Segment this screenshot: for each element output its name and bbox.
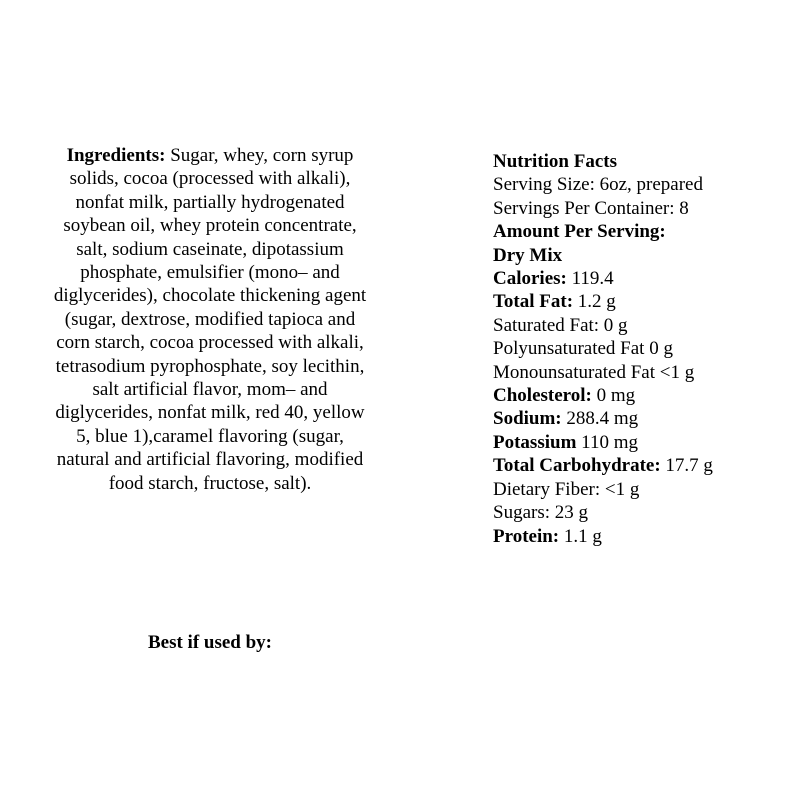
total-fat-row [493, 290, 793, 313]
servings-per-container: Servings Per Container: 8 [493, 197, 689, 219]
calories-value: 119.4 [566, 268, 614, 290]
total-fat-value: 1.2 g [573, 291, 616, 313]
potassium-row [493, 431, 793, 454]
sodium-row [493, 407, 793, 430]
dry-mix-heading: Dry Mix [493, 244, 563, 266]
protein-label: Protein: [493, 525, 560, 547]
monounsaturated-fat-row: Monounsaturated Fat <1 g [493, 361, 695, 383]
cholesterol-label: Cholesterol: [493, 385, 592, 407]
cholesterol-row [493, 384, 793, 407]
polyunsaturated-fat-row: Polyunsaturated Fat 0 g [493, 338, 673, 360]
ingredients-block [50, 144, 370, 495]
total-carbohydrate-label: Total Carbohydrate: [493, 455, 661, 477]
calories-row [493, 267, 793, 290]
total-carbohydrate-row [493, 454, 793, 477]
protein-value: 1.1 g [559, 525, 602, 547]
potassium-label: Potassium [493, 431, 577, 453]
sodium-label: Sodium: [493, 408, 562, 430]
ingredients-text: Sugar, whey, corn syrup solids, cocoa (processed with alkali), nonfat milk, partially hydrogenated soybean oil, whey protein concentrate, salt, sodium caseinate, dipotassium phosphate, emulsifier (mono– and diglycerides), chocolate thickening agent (sugar, dextrose, modified tapioca and corn starch, cocoa processed with alkali, tetrasodium pyrophosphate, soy lecithin, salt artificial flavor, mom– and diglycerides, nonfat milk, red 40, yellow 5, blue 1),caramel flavoring (sugar, natural and artificial flavoring, modified food starch, fructose, salt). [53, 145, 367, 494]
calories-label: Calories: [493, 268, 567, 290]
saturated-fat-row: Saturated Fat: 0 g [493, 314, 628, 336]
amount-per-serving: Amount Per Serving: [493, 221, 666, 243]
serving-size: Serving Size: 6oz, prepared [493, 174, 703, 196]
best-by-label: Best if used by: [147, 632, 273, 653]
total-fat-label: Total Fat: [493, 291, 574, 313]
cholesterol-value: 0 mg [591, 385, 636, 407]
sodium-value: 288.4 mg [561, 408, 639, 430]
dietary-fiber-row: Dietary Fiber: <1 g [493, 478, 640, 500]
total-carbohydrate-value: 17.7 g [660, 455, 713, 477]
potassium-value: 110 mg [576, 431, 638, 453]
nutrition-facts-panel [493, 150, 793, 548]
sugars-row: Sugars: 23 g [493, 502, 588, 524]
ingredients-label: Ingredients: [66, 145, 166, 166]
protein-row [493, 525, 793, 548]
nutrition-title: Nutrition Facts [493, 151, 618, 172]
